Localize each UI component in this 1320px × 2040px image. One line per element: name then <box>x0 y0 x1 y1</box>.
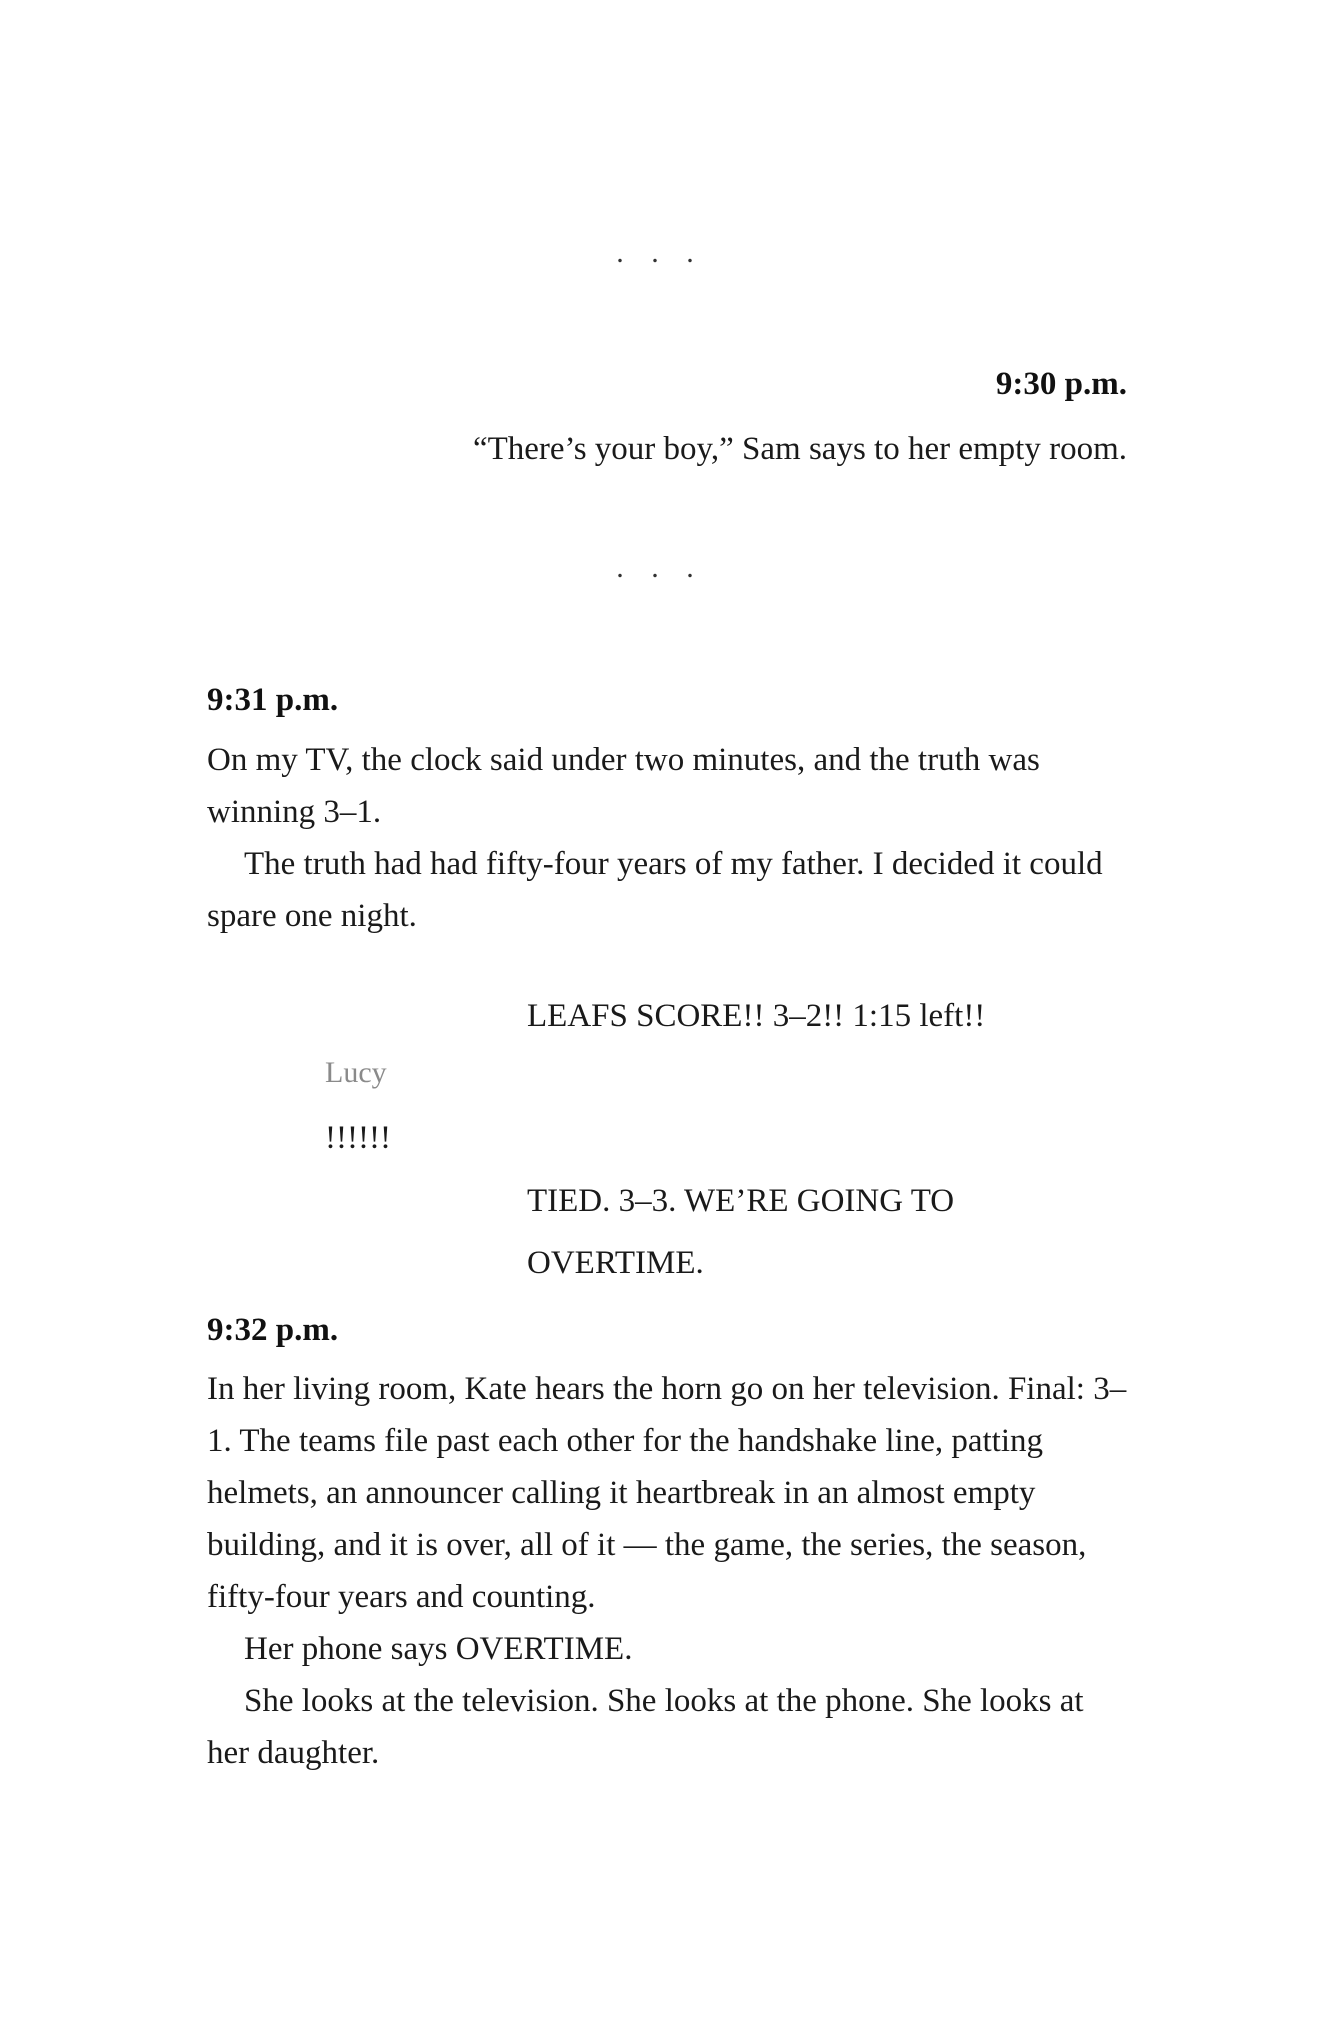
message-sender-name: Lucy <box>325 1056 387 1089</box>
sent-message: TIED. 3–3. WE’RE GOING TO OVERTIME. <box>527 1183 955 1281</box>
paragraph: The truth had had fifty-four years of my father. I decided it could spare one night. <box>207 846 1103 934</box>
sent-message: LEAFS SCORE!! 3–2!! 1:15 left!! <box>527 998 986 1034</box>
timestamp-931: 9:31 p.m. <box>207 682 339 718</box>
section-931-text <box>207 734 1127 942</box>
received-message: !!!!!! <box>325 1120 391 1156</box>
timestamp-930: 9:30 p.m. <box>995 366 1127 402</box>
section-break: . . . <box>616 551 704 584</box>
paragraph: She looks at the television. She looks at the phone. She looks at her daughter. <box>207 1683 1084 1771</box>
paragraph: In her living room, Kate hears the horn go on her television. Final: 3–1. The teams file past each other for the handshake line, patting helmets, an announcer calling it heartbreak in an almost empty building, and it is over, all of it — the game, the series, the season, fifty-four years and counting. <box>207 1371 1127 1615</box>
paragraph-930: “There’s your boy,” Sam says to her empty room. <box>472 431 1127 467</box>
section-932-text <box>207 1363 1127 1779</box>
paragraph: Her phone says OVERTIME. <box>244 1631 633 1667</box>
timestamp-932: 9:32 p.m. <box>207 1312 339 1348</box>
section-break: . . . <box>616 236 704 269</box>
paragraph: On my TV, the clock said under two minutes, and the truth was winning 3–1. <box>207 742 1040 830</box>
